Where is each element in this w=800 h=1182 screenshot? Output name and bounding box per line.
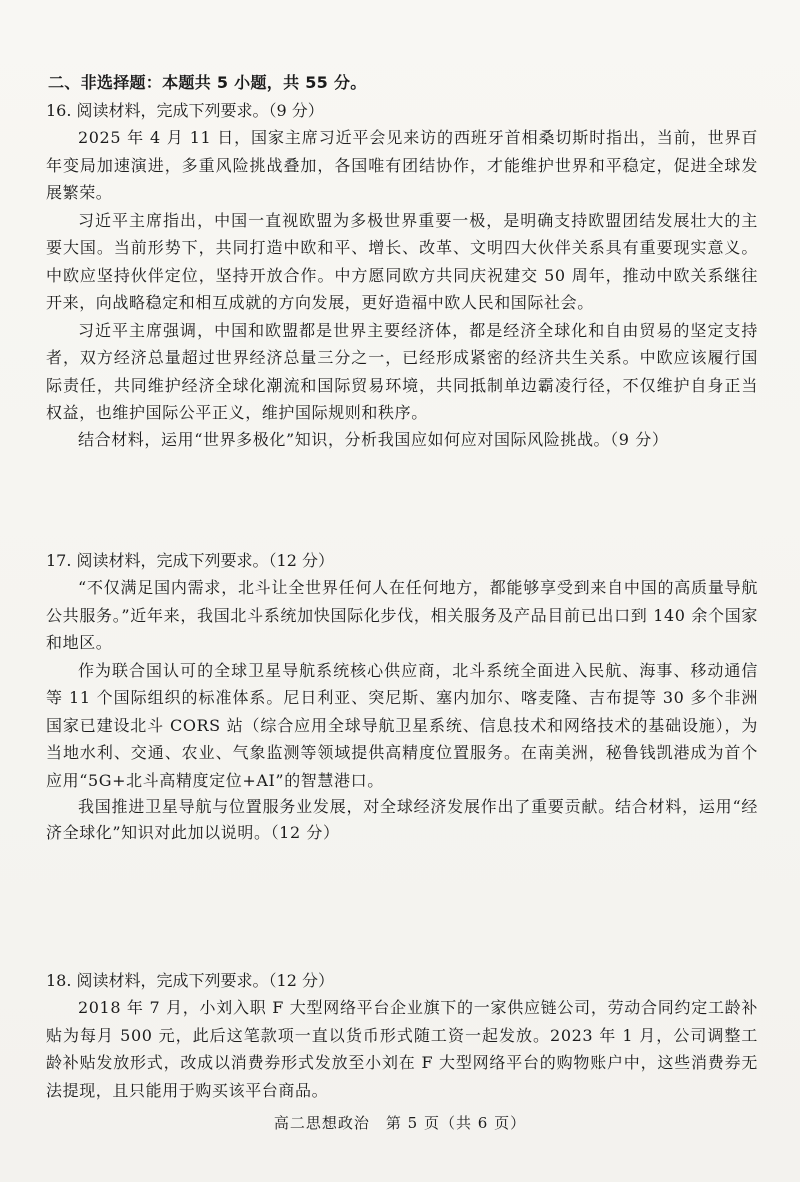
section-title: 二、非选择题：本题共 5 小题，共 55 分。 (48, 73, 367, 92)
question-16-paragraph-1: 2025 年 4 月 11 日，国家主席习近平会见来访的西班牙首相桑切斯时指出，当前，世界百年变局加速演进，多重风险挑战叠加，各国唯有团结协作，才能维护世界和平稳定，促进全球发展繁荣。 (46, 128, 758, 202)
question-16-paragraph-2: 习近平主席指出，中国一直视欧盟为多极世界重要一极，是明确支持欧盟团结发展壮大的主要大国。当前形势下，共同打造中欧和平、增长、改革、文明四大伙伴关系具有重要现实意义。中欧应坚持伙伴定位，坚持开放合作。中方愿同欧方共同庆祝建交 50 周年，推动中欧关系继往开来，向战略稳定和相互成就的方向发展，更好造福中欧人民和国际社会。 (46, 210, 758, 312)
question-17-heading: 17. 阅读材料，完成下列要求。（12 分） (46, 551, 334, 570)
question-17-task: 我国推进卫星导航与位置服务业发展，对全球经济发展作出了重要贡献。结合材料，运用“经济全球化”知识对此加以说明。（12 分） (46, 797, 758, 842)
question-17 (46, 548, 758, 846)
question-16-heading: 16. 阅读材料，完成下列要求。（9 分） (46, 101, 324, 120)
question-16-task: 结合材料，运用“世界多极化”知识，分析我国应如何应对国际风险挑战。（9 分） (78, 429, 669, 449)
question-16 (46, 98, 758, 453)
question-18-paragraph-1: 2018 年 7 月，小刘入职 F 大型网络平台企业旗下的一家供应链公司，劳动合同约定工龄补贴为每月 500 元，此后这笔款项一直以货币形式随工资一起发放。2023 年 1 月，公司调整工龄补贴发放形式，改成以消费券形式发放至小刘在 F 大型网络平台的购物账户中，这些消费券无法提现，且只能用于购买该平台商品。 (46, 998, 758, 1100)
question-16-paragraph-3: 习近平主席强调，中国和欧盟都是世界主要经济体，都是经济全球化和自由贸易的坚定支持者，双方经济总量超过世界经济总量三分之一，已经形成紧密的经济共生关系。中欧应该履行国际责任，共同维护经济全球化潮流和国际贸易环境，共同抵制单边霸凌行径，不仅维护自身正当权益，也维护国际公平正义，维护国际规则和秩序。 (46, 320, 758, 422)
question-17-paragraph-2: 作为联合国认可的全球卫星导航系统核心供应商，北斗系统全面进入民航、海事、移动通信等 11 个国际组织的标准体系。尼日利亚、突尼斯、塞内加尔、喀麦隆、吉布提等 30 多个非洲国家已建设北斗 CORS 站（综合应用全球导航卫星系统、信息技术和网络技术的基础设施），为当地水利、交通、农业、气象监测等领域提供高精度位置服务。在南美洲，秘鲁钱凯港成为首个应用“5G+北斗高精度定位+AI”的智慧港口。 (46, 660, 758, 790)
question-17-paragraph-1: “不仅满足国内需求，北斗让全世界任何人在任何地方，都能够享受到来自中国的高质量导航公共服务。”近年来，我国北斗系统加快国际化步伐，相关服务及产品目前已出口到 140 余个国家和地区。 (46, 578, 758, 652)
question-18 (46, 968, 758, 1104)
page-footer: 高二思想政治 第 5 页（共 6 页） (273, 1114, 527, 1132)
question-18-heading: 18. 阅读材料，完成下列要求。（12 分） (46, 971, 334, 990)
